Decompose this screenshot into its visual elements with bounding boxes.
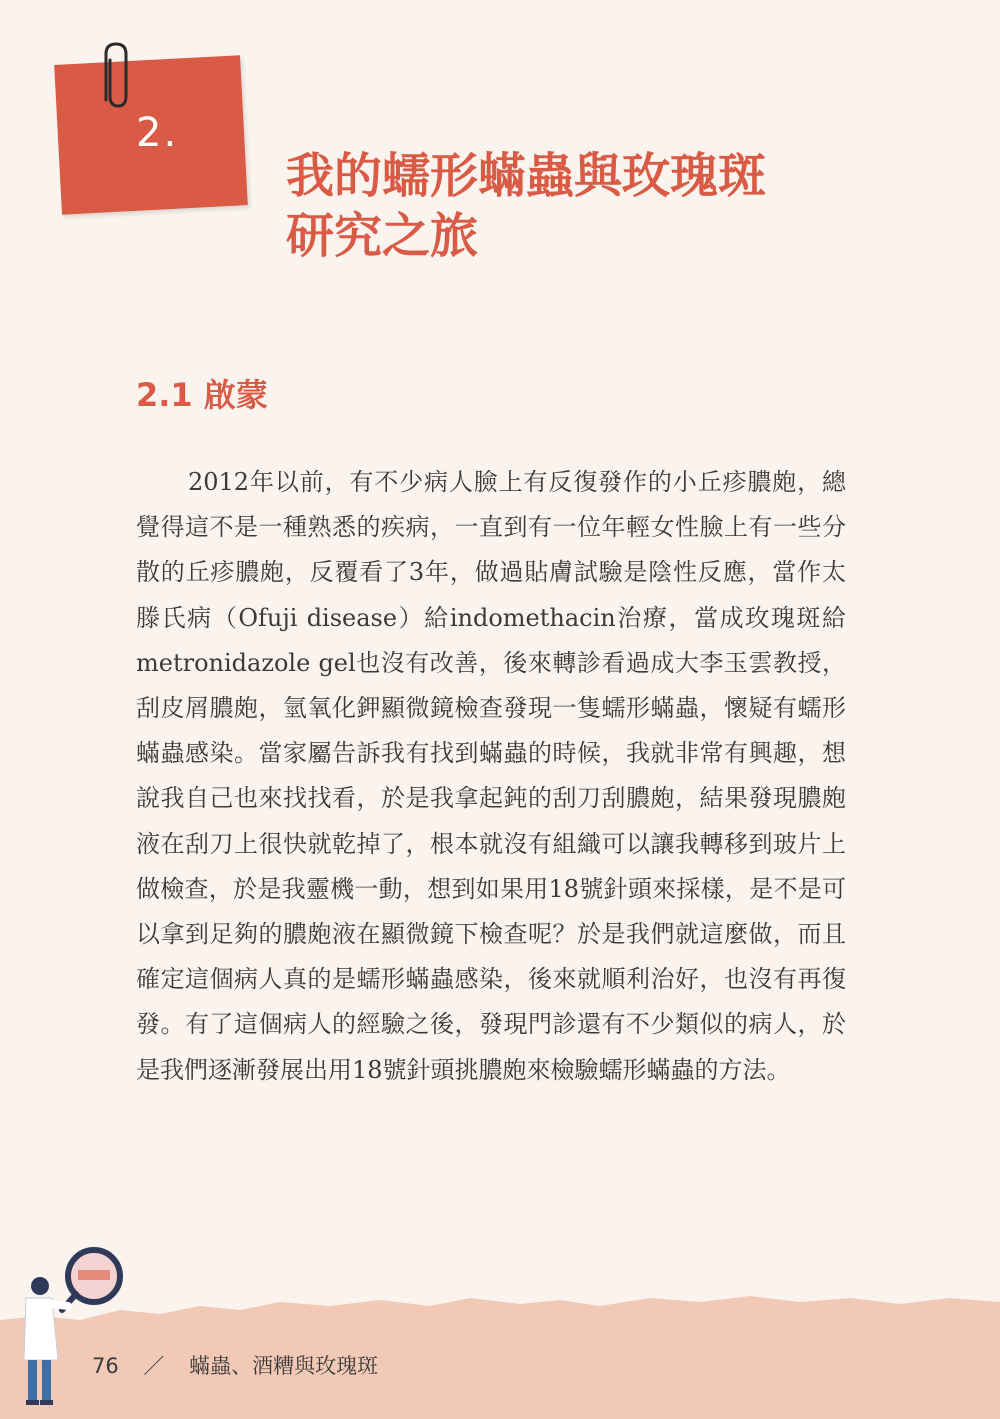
section-heading: 2.1 啟蒙 xyxy=(136,376,268,414)
page-footer xyxy=(92,1350,378,1380)
running-book-title: 蟎蟲、酒糟與玫瑰斑 xyxy=(189,1354,379,1378)
paperclip-icon xyxy=(92,40,142,120)
footer-separator: ／ xyxy=(143,1354,165,1378)
chapter-title-line-1: 我的蠕形蟎蟲與玫瑰斑 xyxy=(286,148,767,204)
researcher-with-magnifier-illustration xyxy=(14,1240,124,1410)
body-paragraph: 2012年以前，有不少病人臉上有反復發作的小丘疹膿皰，總覺得這不是一種熟悉的疾病，一直到有一位年輕女性臉上有一些分散的丘疹膿皰，反覆看了3年，做過貼膚試驗是陰性反應，當作太滕氏病（Ofuji disease）給indomethacin治療，當成玫瑰斑給metronidazole gel也沒有改善，後來轉診看過成大李玉雲教授，刮皮屑膿皰，氫氧化鉀顯微鏡檢查發現一隻蠕形蟎蟲，懷疑有蠕形蟎蟲感染。當家屬告訴我有找到蟎蟲的時候，我就非常有興趣，想說我自己也來找找看，於是我拿起鈍的刮刀刮膿皰，結果發現膿皰液在刮刀上很快就乾掉了，根本就沒有組織可以讓我轉移到玻片上做檢查，於是我靈機一動，想到如果用18號針頭來採樣，是不是可以拿到足夠的膿皰液在顯微鏡下檢查呢？於是我們就這麼做，而且確定這個病人真的是蠕形蟎蟲感染，後來就順利治好，也沒有再復發。有了這個病人的經驗之後，發現門診還有不少類似的病人，於是我們逐漸發展出用18號針頭挑膿皰來檢驗蠕形蟎蟲的方法。 xyxy=(136,468,846,1084)
chapter-title-line-2: 研究之旅 xyxy=(286,208,479,264)
chapter-title xyxy=(286,146,866,266)
page-number: 76 xyxy=(92,1354,119,1378)
chapter-number: 2. xyxy=(136,110,179,156)
